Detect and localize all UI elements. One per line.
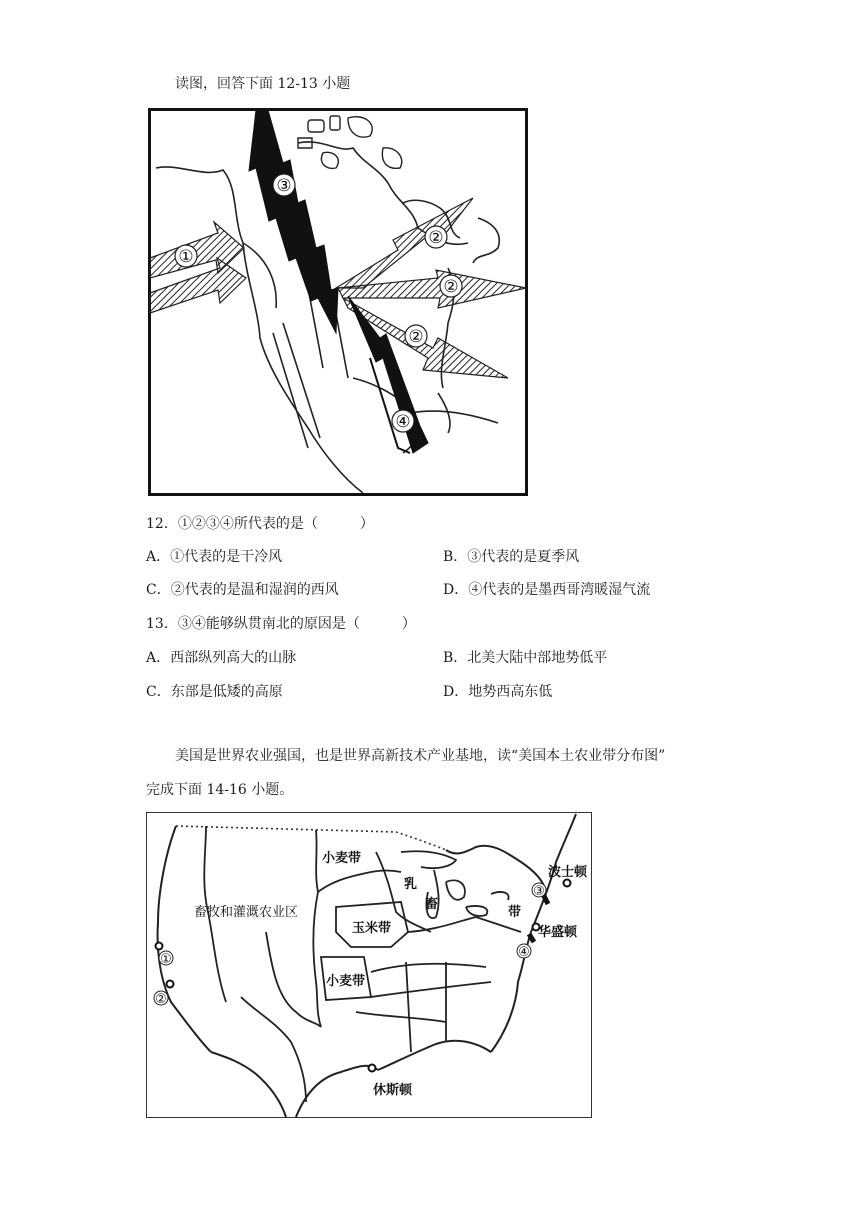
map2-marker-1: ①	[160, 952, 172, 967]
q12-option-b: B．③代表的是夏季风	[443, 549, 580, 565]
q13-option-d: D．地势西高东低	[443, 684, 553, 700]
q13-option-a: A．西部纵列高大的山脉	[146, 650, 297, 666]
intro-text-2-line2: 完成下面 14-16 小题。	[146, 782, 294, 798]
map2-marker-3: ③	[533, 884, 545, 899]
label-houston: 休斯顿	[373, 1083, 413, 1098]
us-agriculture-map-svg	[146, 812, 592, 1118]
label-ranching-irrigation: 畜牧和灌溉农业区	[194, 905, 299, 920]
label-dairy-1: 乳	[404, 877, 418, 892]
q12-option-d: D．④代表的是墨西哥湾暖湿气流	[443, 582, 651, 598]
q12-option-c: C．②代表的是温和湿润的西风	[146, 582, 339, 598]
wind-map-svg	[148, 108, 528, 496]
wind-map	[148, 108, 528, 496]
intro-text-1: 读图，回答下面 12-13 小题	[175, 76, 351, 92]
us-agriculture-map	[146, 812, 592, 1118]
map1-marker-1: ①	[178, 247, 194, 267]
map1-marker-2b: ②	[443, 277, 459, 297]
map1-marker-2c: ②	[408, 327, 424, 347]
q12-option-a: A．①代表的是干冷风	[146, 549, 283, 565]
label-boston: 波士顿	[548, 865, 588, 880]
label-washington: 华盛顿	[538, 925, 578, 940]
label-corn-belt: 玉米带	[352, 921, 392, 936]
map1-marker-3: ③	[276, 176, 292, 196]
label-wheat-belt-south: 小麦带	[326, 974, 366, 989]
map1-marker-4: ④	[395, 412, 411, 432]
label-wheat-belt-north: 小麦带	[322, 851, 362, 866]
q12-stem: 12．①②③④所代表的是（ ）	[146, 516, 374, 532]
map1-marker-2a: ②	[428, 228, 444, 248]
intro-text-2-line1: 美国是世界农业强国，也是世界高新技术产业基地，读“美国本土农业带分布图”	[175, 748, 666, 764]
q13-stem: 13．③④能够纵贯南北的原因是（ ）	[146, 616, 416, 632]
map2-marker-4: ④	[518, 945, 530, 960]
q13-option-b: B．北美大陆中部地势低平	[443, 650, 608, 666]
label-dairy-2: 畜	[425, 897, 439, 912]
map2-marker-2: ②	[155, 992, 167, 1007]
q13-option-c: C．东部是低矮的高原	[146, 684, 283, 700]
label-dairy-3: 带	[508, 905, 522, 920]
